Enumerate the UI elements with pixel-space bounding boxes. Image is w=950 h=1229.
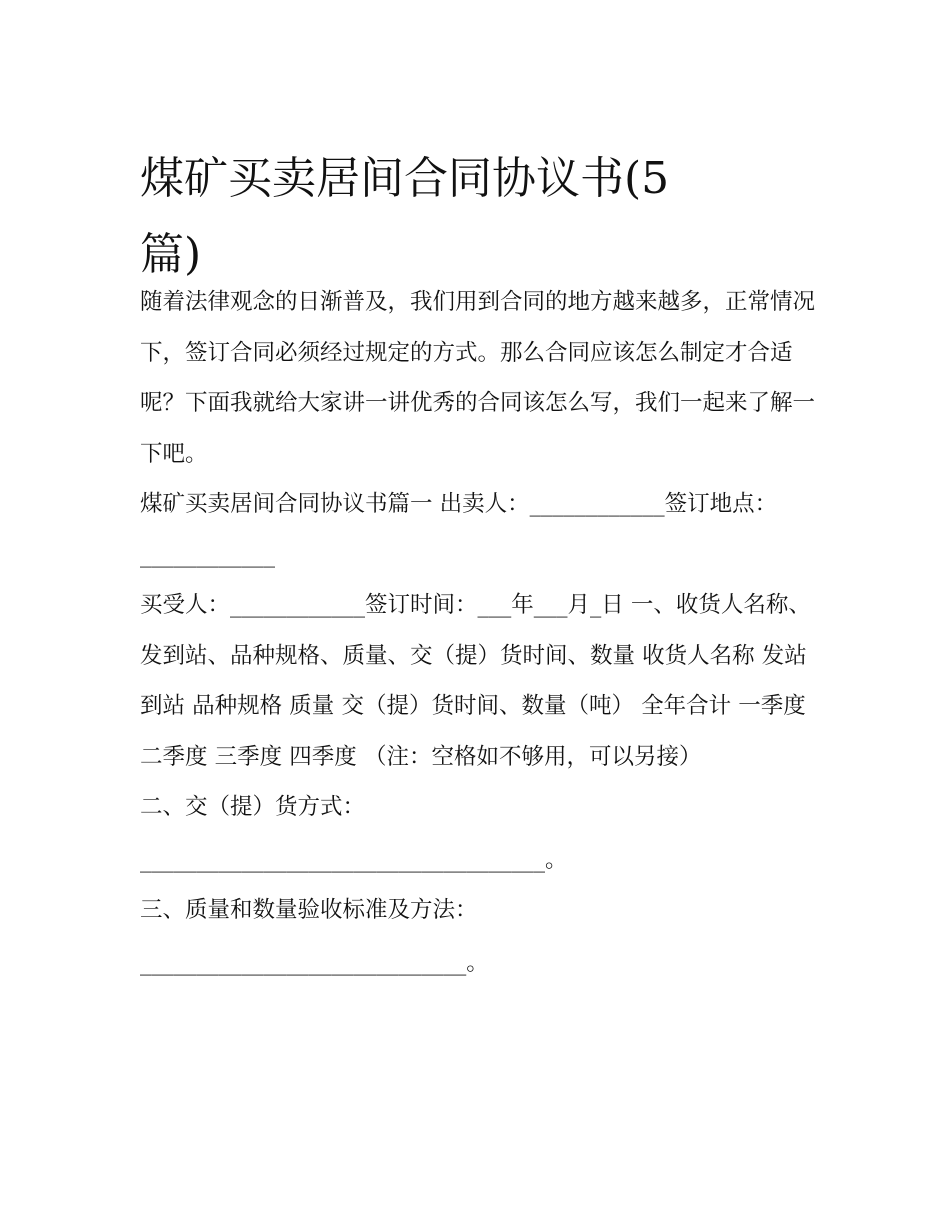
seller-paragraph: 煤矿买卖居间合同协议书篇一 出卖人：____________签订地点：____________ — [140, 491, 778, 568]
section-3-blank: _____________________________。 — [140, 949, 489, 976]
table-header-paragraph: 到站 品种规格 质量 交（提）货时间、数量（吨） 全年合计 一季度 二季度 三季度 四季度 （注：空格如不够用，可以另接） — [140, 693, 806, 770]
document-body — [140, 277, 820, 988]
section-3-heading: 三、质量和数量验收标准及方法： — [140, 897, 478, 923]
title-line-2: 篇) — [140, 229, 202, 281]
buyer-paragraph: 买受人：____________签订时间：___年___月_日 一、收货人名称、发到站、品种规格、质量、交（提）货时间、数量 收货人名称 发站 — [140, 592, 811, 669]
section-2-heading: 二、交（提）货方式： — [140, 794, 366, 820]
section-2-blank: ____________________________________。 — [140, 846, 568, 873]
title-line-1: 煤矿买卖居间合同协议书(5 — [140, 153, 670, 205]
document-title — [140, 141, 780, 293]
intro-paragraph: 随着法律观念的日渐普及，我们用到合同的地方越来越多，正常情况下，签订合同必须经过规定的方式。那么合同应该怎么制定才合适呢？下面我就给大家讲一讲优秀的合同该怎么写，我们一起来了解一下吧。 — [140, 289, 816, 467]
